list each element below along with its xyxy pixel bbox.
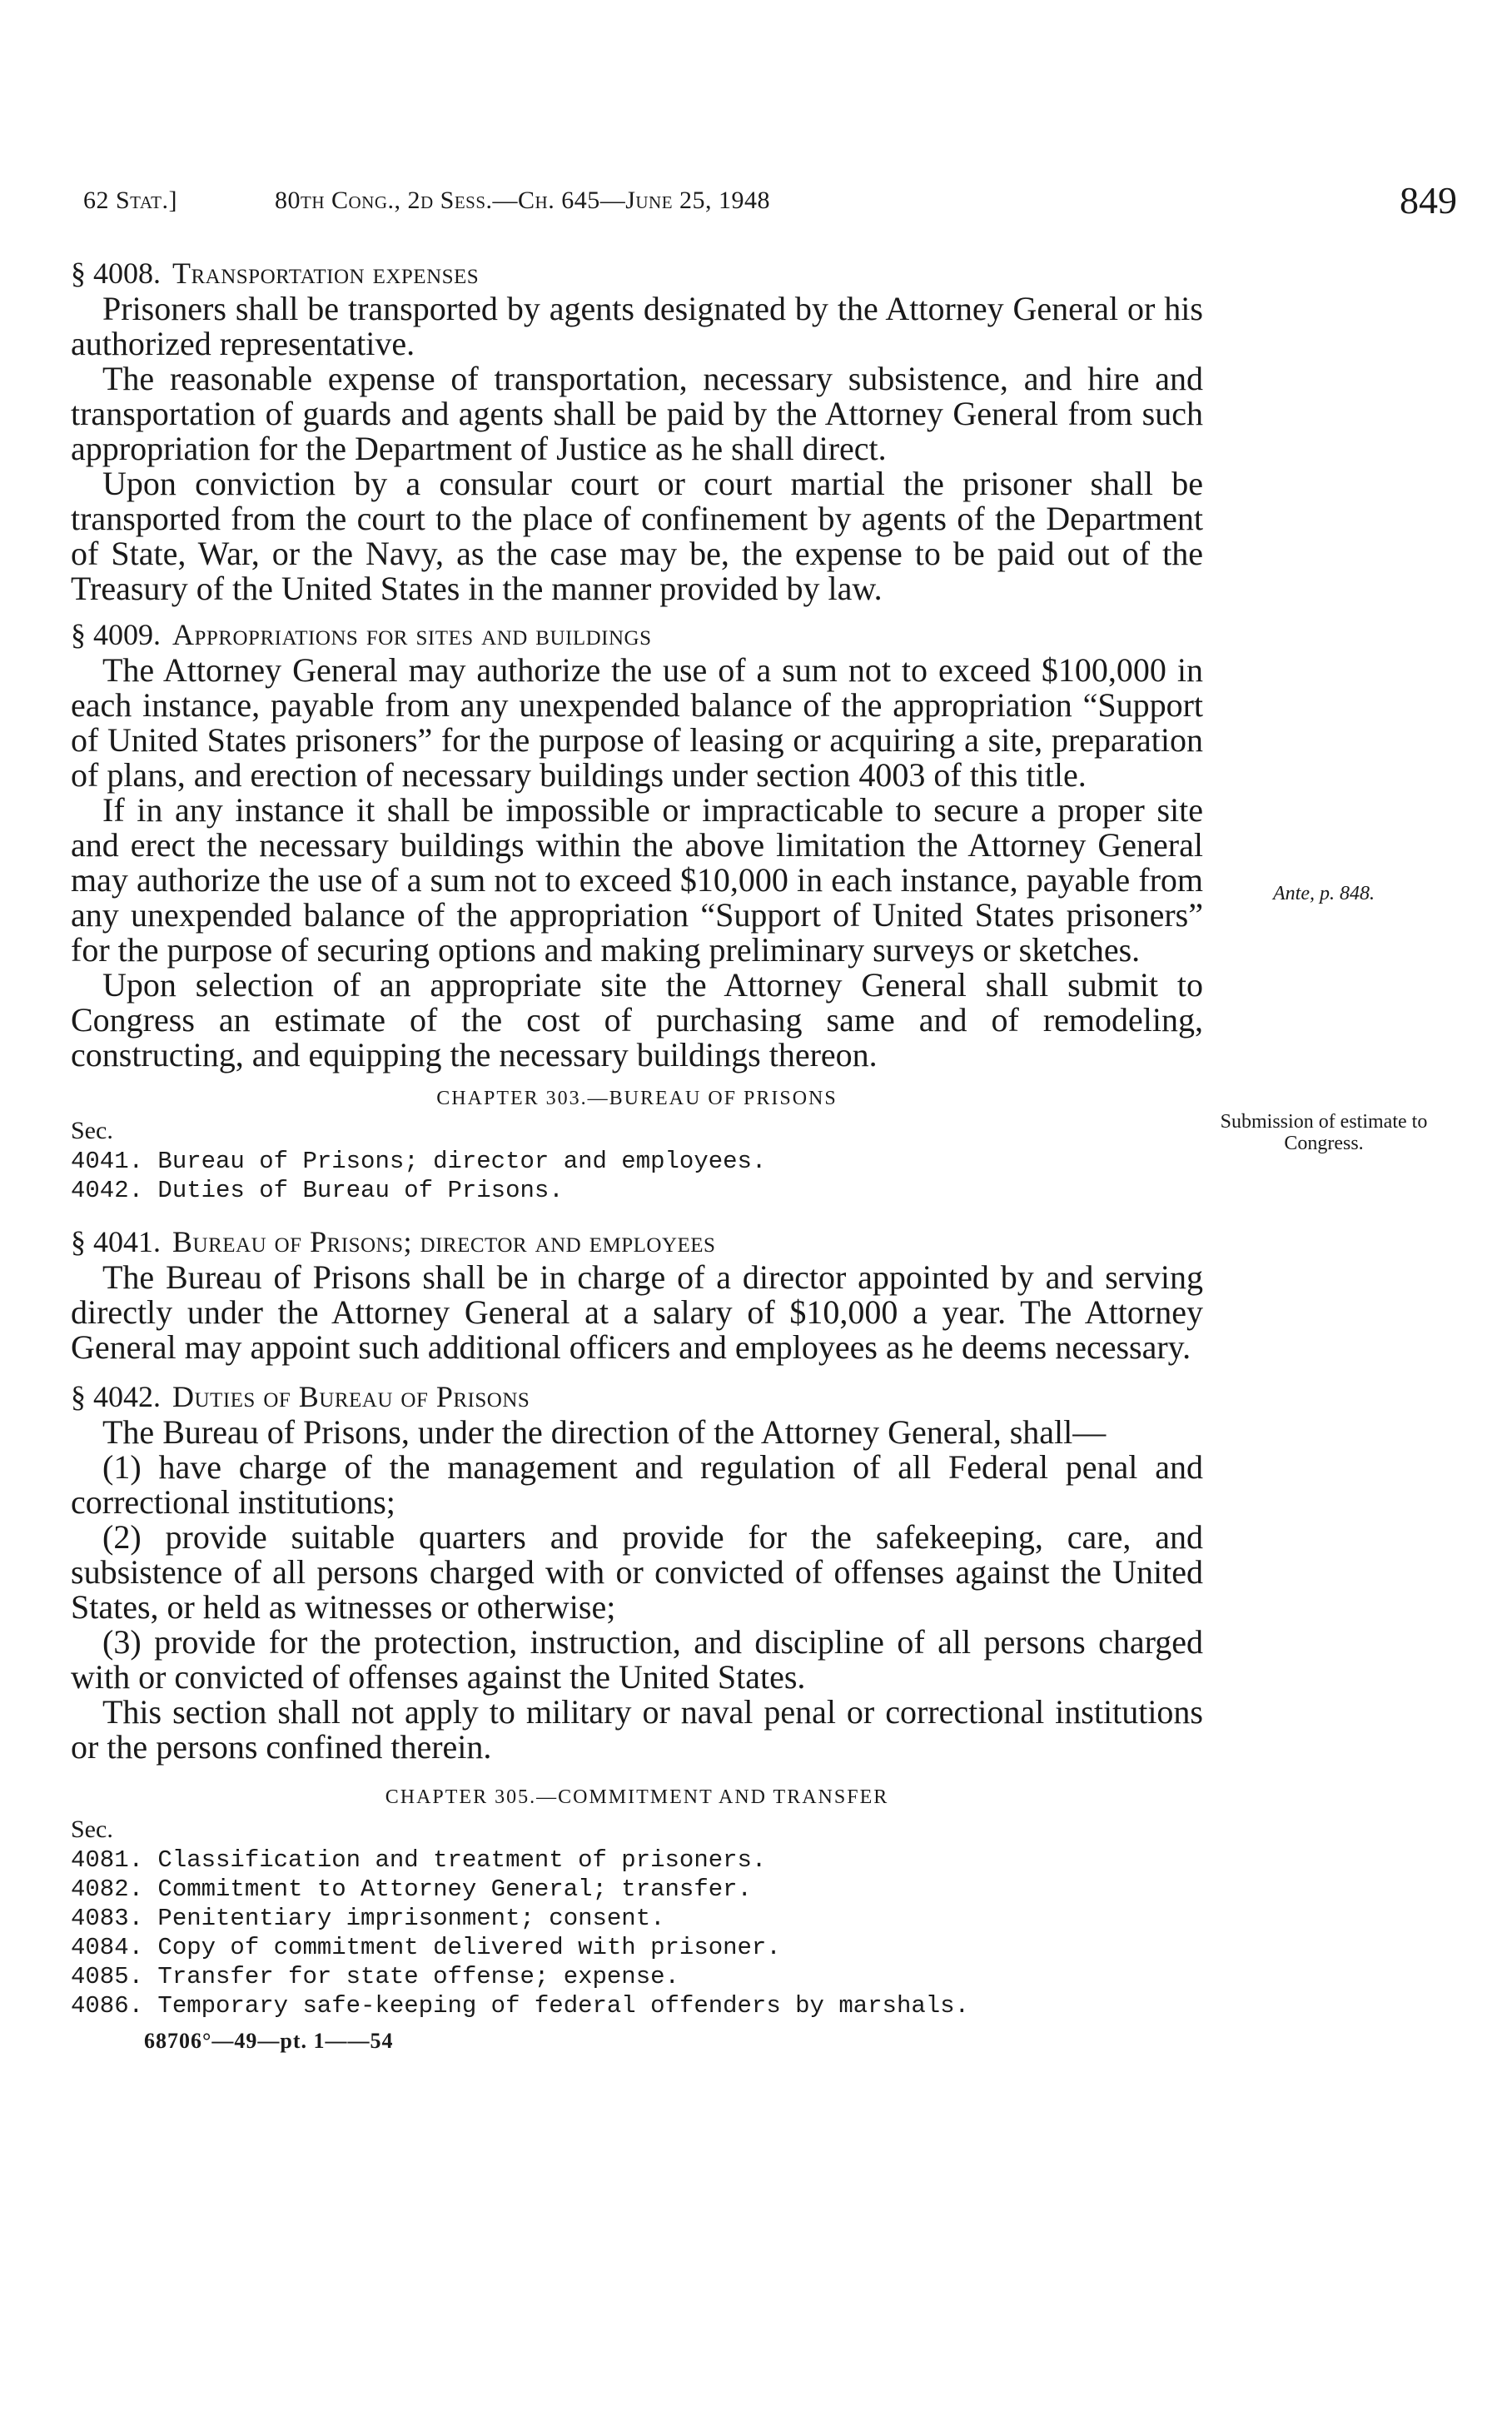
section-number: § 4042.: [71, 1380, 161, 1413]
toc-item: 4041. Bureau of Prisons; director and employees.: [71, 1148, 767, 1175]
section-title: Appropriations for sites and buildings: [172, 618, 652, 651]
paragraph: If in any instance it shall be impossible or impracticable to secure a proper site and erect the necessary buildings within the above limitation the Attorney General may authorize the use of a sum not to exceed $10,000 in each instance, payable from any unexpended balance of the appropriation “Support of United States prisoners” for the purpose of securing options and making preliminary surveys or sketches.: [71, 791, 1203, 969]
toc-item: 4042. Duties of Bureau of Prisons.: [71, 1177, 564, 1204]
statute-reference: 62 Stat.]: [83, 187, 177, 214]
paragraph: Prisoners shall be transported by agents designated by the Attorney General or his authorized representative.: [71, 290, 1203, 362]
paragraph: This section shall not apply to military or naval penal or correctional institutions or the persons confined therein.: [71, 1693, 1203, 1766]
paragraph: (2) provide suitable quarters and provide for the safekeeping, care, and subsistence of all persons charged with or convicted of offenses against the United States, or held as witnesses or otherwise;: [71, 1518, 1203, 1626]
toc-item: 4085. Transfer for state offense; expense.: [71, 1963, 679, 1990]
paragraph: Upon selection of an appropriate site the Attorney General shall submit to Congress an estimate of the cost of purchasing same and of remodeling, constructing, and equipping the necessary buildings thereon.: [71, 966, 1203, 1074]
margin-note-submission: Submission of estimate to Congress.: [1220, 1111, 1428, 1154]
section-title: Transportation expenses: [172, 257, 480, 290]
page-number: 849: [1400, 179, 1457, 222]
section-heading-4041: [71, 1223, 1203, 1260]
paragraph: (3) provide for the protection, instruction, and discipline of all persons charged with or convicted of offenses against the United States.: [71, 1623, 1203, 1696]
sec-label: Sec.: [71, 1816, 113, 1843]
section-title: Bureau of Prisons; director and employees: [172, 1225, 716, 1258]
chapter-305-contents: [71, 1846, 1203, 2020]
toc-item: 4083. Penitentiary imprisonment; consent.: [71, 1905, 665, 1932]
paragraph: The Bureau of Prisons, under the direction of the Attorney General, shall—: [102, 1413, 1107, 1451]
page-header: [83, 178, 1457, 228]
section-number: § 4008.: [71, 257, 161, 290]
margin-note-ante: Ante, p. 848.: [1273, 883, 1375, 904]
chapter-303-contents: [71, 1147, 1203, 1205]
paragraph: (1) have charge of the management and regulation of all Federal penal and correctional institutions;: [71, 1448, 1203, 1521]
toc-item: 4081. Classification and treatment of prisoners.: [71, 1846, 767, 1874]
paragraph: Upon conviction by a consular court or court martial the prisoner shall be transported from the court to the place of confinement by agents of the Department of State, War, or the Navy, as the case may be, the expense to be paid out of the Treasury of the United States in the manner provided by law.: [71, 465, 1203, 607]
section-heading-4042: [71, 1378, 1203, 1415]
toc-item: 4084. Copy of commitment delivered with prisoner.: [71, 1934, 781, 1961]
section-number: § 4041.: [71, 1225, 161, 1258]
chapter-heading-303: CHAPTER 303.—BUREAU OF PRISONS: [436, 1088, 838, 1109]
chapter-heading-305: CHAPTER 305.—COMMITMENT AND TRANSFER: [385, 1786, 889, 1808]
section-title: Duties of Bureau of Prisons: [172, 1380, 530, 1413]
section-heading-4009: [71, 616, 1203, 653]
toc-item: 4086. Temporary safe-keeping of federal offenders by marshals.: [71, 1992, 969, 2020]
print-code: 68706°—49—pt. 1——54: [144, 2029, 394, 2053]
section-number: § 4009.: [71, 618, 161, 651]
paragraph: The Attorney General may authorize the use of a sum not to exceed $100,000 in each instance, payable from any unexpended balance of the appropriation “Support of United States prisoners” for the purpose of leasing or acquiring a site, preparation of plans, and erection of necessary buildings under section 4003 of this title.: [71, 651, 1203, 794]
toc-item: 4082. Commitment to Attorney General; transfer.: [71, 1876, 752, 1903]
main-text: [71, 248, 1203, 2054]
sec-label: Sec.: [71, 1117, 113, 1144]
paragraph: The Bureau of Prisons shall be in charge of a director appointed by and serving directly under the Attorney General at a salary of $10,000 a year. The Attorney General may appoint such additional officers and employees as he deems necessary.: [71, 1258, 1203, 1366]
paragraph: The reasonable expense of transportation, necessary subsistence, and hire and transportation of guards and agents shall be paid by the Attorney General from such appropriation for the Department of Justice as he shall direct.: [71, 360, 1203, 467]
session-reference: 80th Cong., 2d Sess.—Ch. 645—June 25, 1948: [275, 187, 771, 214]
section-heading-4008: [71, 255, 1203, 291]
